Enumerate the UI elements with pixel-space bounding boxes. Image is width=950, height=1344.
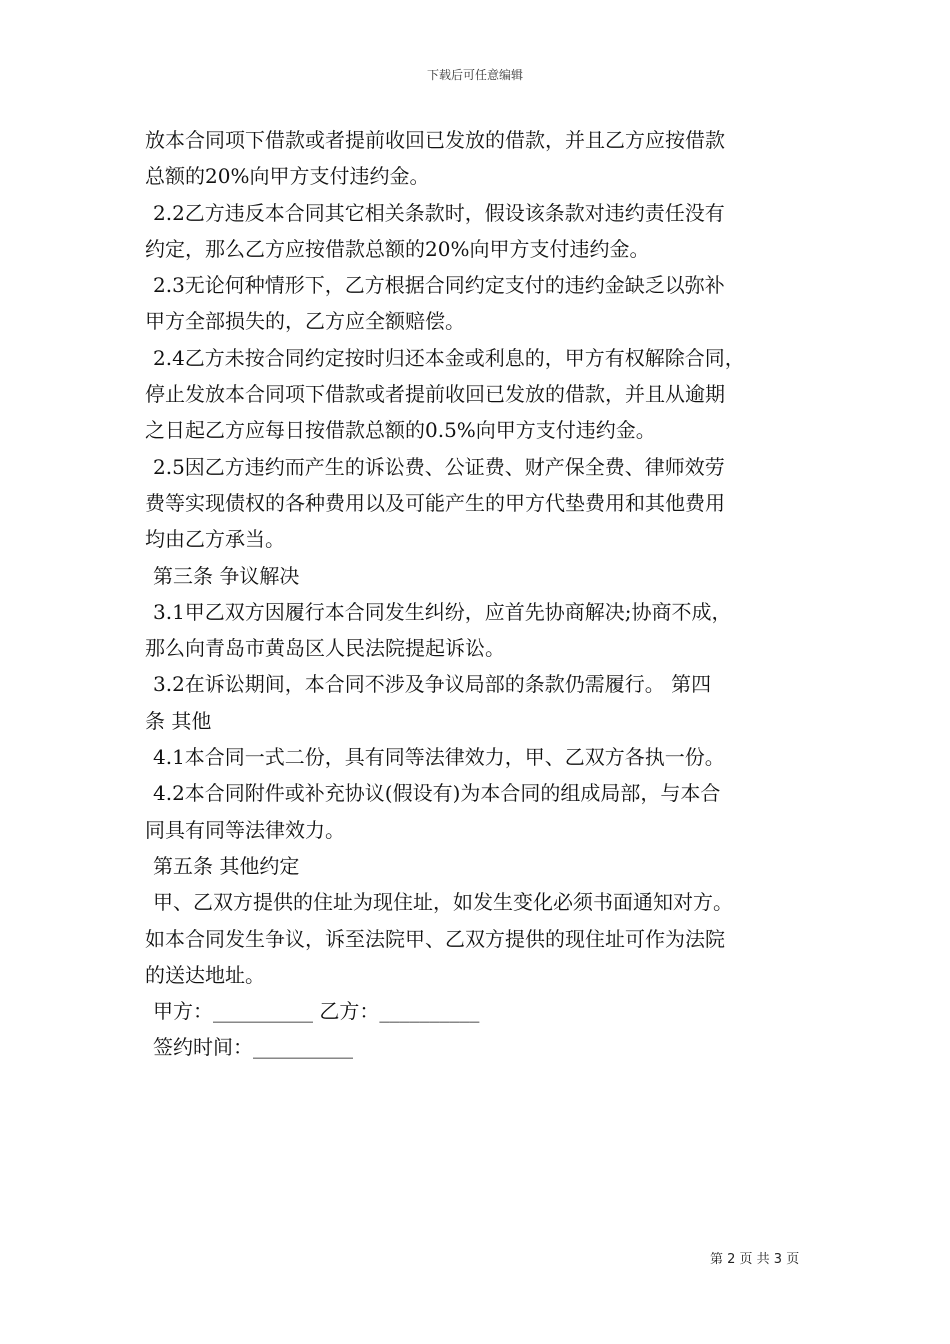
page-number: 第 2 页 共 3 页	[710, 1252, 800, 1267]
body-line: 条 其他	[145, 708, 212, 733]
body-line: 均由乙方承当。	[145, 527, 285, 552]
article-5-text: 甲、乙双方提供的住址为现住址，如发生变化必须书面通知对方。	[153, 890, 733, 915]
article-5-heading: 第五条 其他约定	[153, 853, 300, 878]
body-line: 的送达地址。	[145, 962, 265, 987]
clause-3-1: 3.1甲乙双方因履行本合同发生纠纷，应首先协商解决;协商不成，	[153, 599, 732, 624]
body-line: 总额的20%向甲方支付违约金。	[145, 164, 430, 189]
body-line: 之日起乙方应每日按借款总额的0.5%向甲方支付违约金。	[145, 418, 656, 443]
body-line: 那么向青岛市黄岛区人民法院提起诉讼。	[145, 636, 505, 661]
page-header-note: 下载后可任意编辑	[426, 68, 523, 82]
body-line: 放本合同项下借款或者提前收回已发放的借款，并且乙方应按借款	[145, 128, 725, 152]
body-line: 费等实现债权的各种费用以及可能产生的甲方代垫费用和其他费用	[145, 490, 725, 515]
clause-4-2: 4.2本合同附件或补充协议(假设有)为本合同的组成局部，与本合	[153, 781, 721, 806]
body-line: 同具有同等法律效力。	[145, 817, 345, 842]
clause-2-4: 2.4乙方未按合同约定按时归还本金或利息的，甲方有权解除合同，	[153, 345, 745, 370]
clause-2-2: 2.2乙方违反本合同其它相关条款时，假设该条款对违约责任没有	[153, 200, 725, 225]
body-line: 甲方全部损失的，乙方应全额赔偿。	[145, 309, 465, 334]
clause-2-5: 2.5因乙方违约而产生的诉讼费、公证费、财产保全费、律师效劳	[153, 454, 725, 479]
signing-date: 签约时间：__________	[153, 1035, 353, 1060]
clause-2-3: 2.3无论何种情形下，乙方根据合同约定支付的违约金缺乏以弥补	[153, 273, 725, 298]
clause-4-1: 4.1本合同一式二份，具有同等法律效力，甲、乙双方各执一份。	[153, 745, 725, 770]
clause-3-2: 3.2在诉讼期间，本合同不涉及争议局部的条款仍需履行。 第四	[153, 672, 712, 697]
signature-parties: 甲方：__________ 乙方：__________	[153, 999, 480, 1024]
article-3-heading: 第三条 争议解决	[153, 563, 300, 588]
body-line: 如本合同发生争议，诉至法院甲、乙双方提供的现住址可作为法院	[145, 926, 725, 951]
document-body	[145, 122, 835, 1066]
body-line: 约定，那么乙方应按借款总额的20%向甲方支付违约金。	[145, 236, 650, 261]
body-line: 停止发放本合同项下借款或者提前收回已发放的借款，并且从逾期	[145, 382, 725, 407]
